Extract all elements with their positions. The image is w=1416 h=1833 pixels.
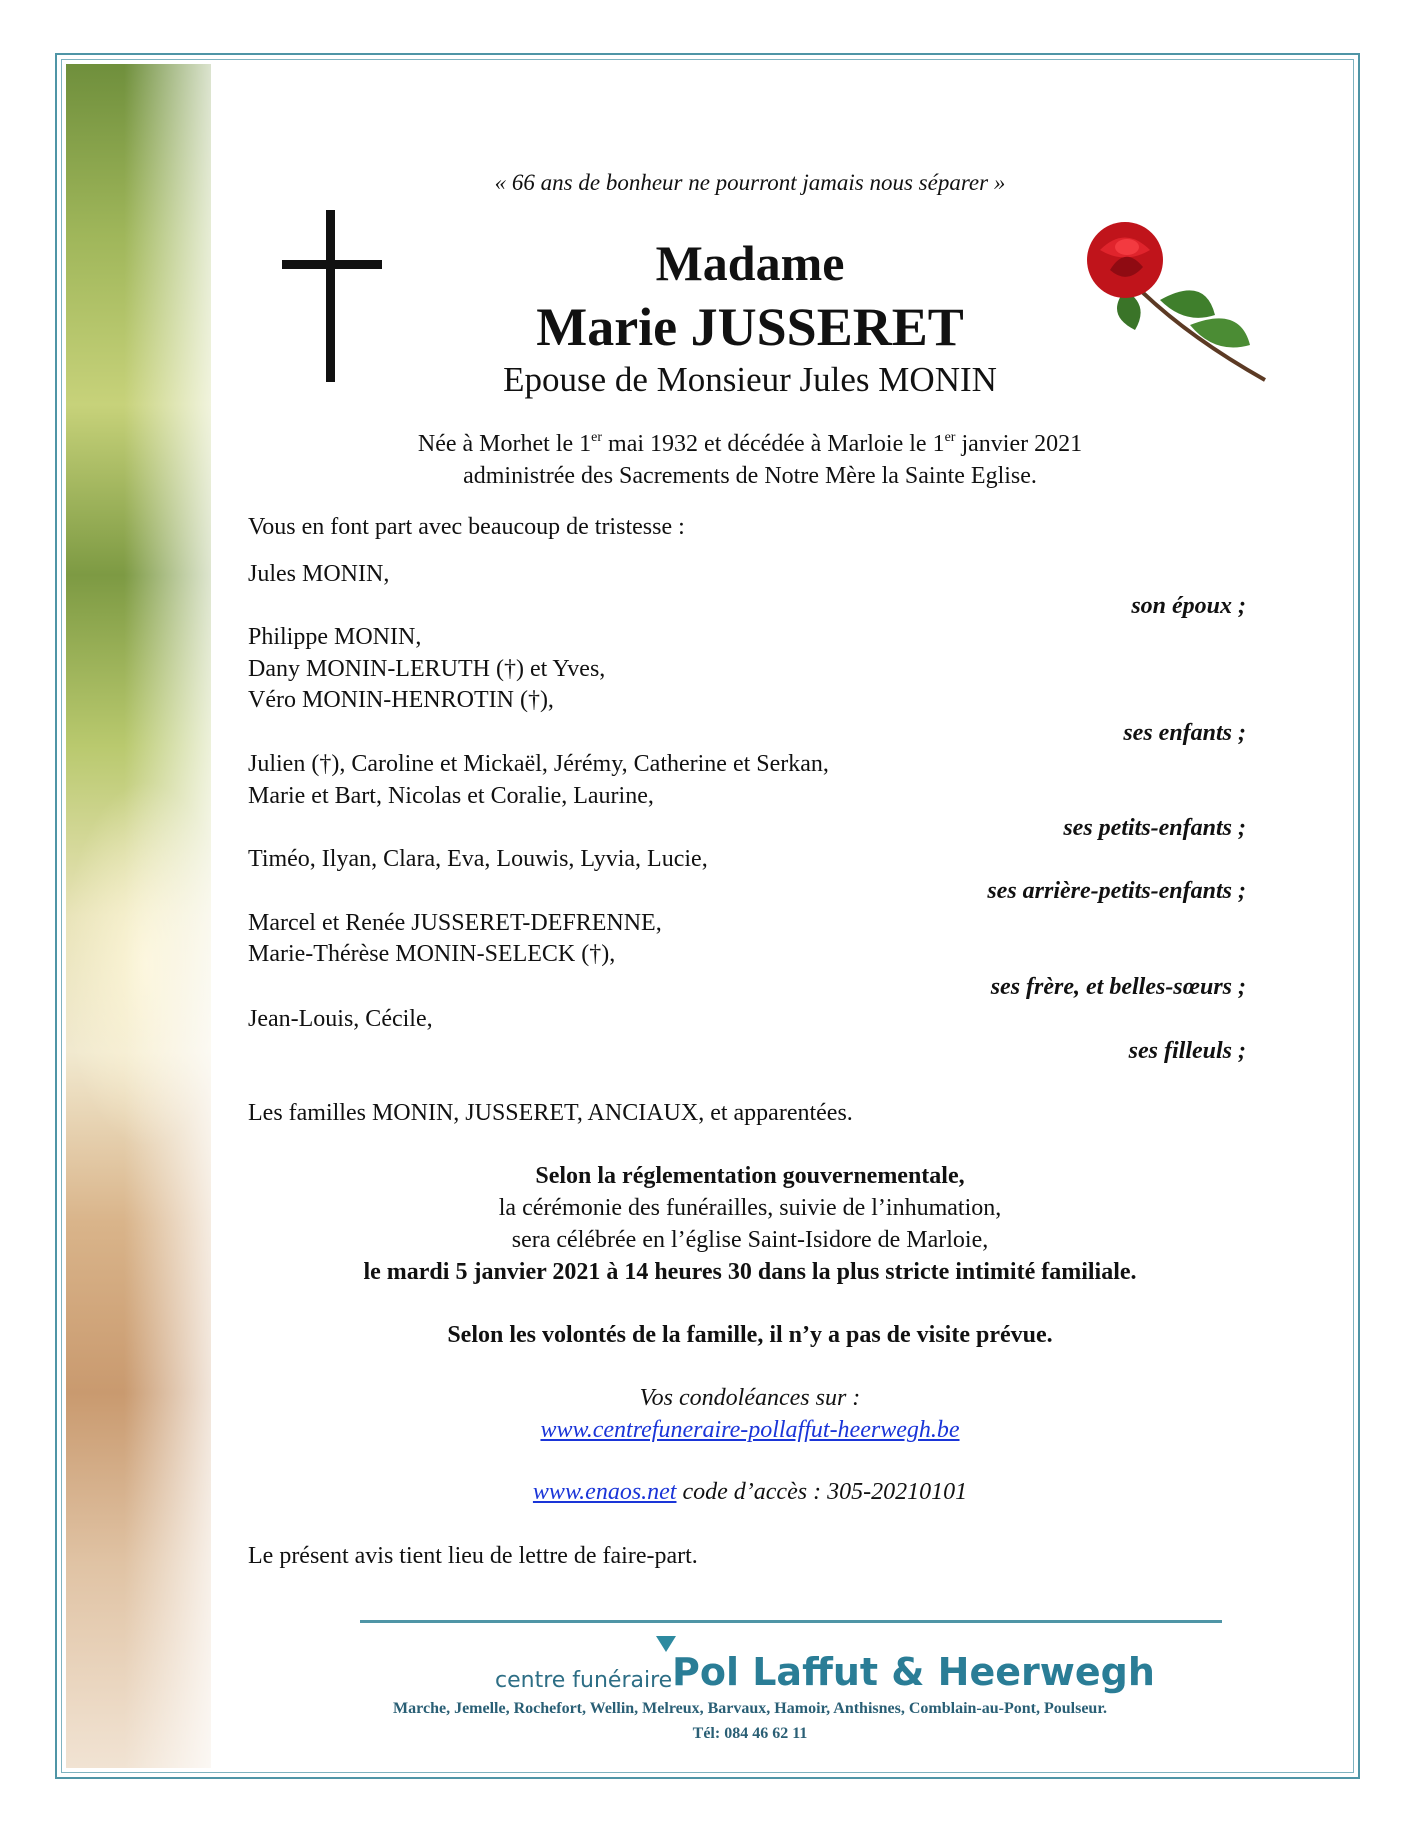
title-honorific: Madame bbox=[655, 235, 845, 291]
memorial-quote: « 66 ans de bonheur ne pourront jamais nous séparer » bbox=[494, 170, 1006, 195]
funeral-home-name: Pol Laffut & Heerwegh bbox=[672, 1650, 1155, 1694]
list-item: Marcel et Renée JUSSERET-DEFRENNE, bbox=[248, 910, 662, 936]
ceremony-line: la cérémonie des funérailles, suivie de l’inhumation, bbox=[498, 1195, 1002, 1221]
deceased-name: Marie JUSSERET bbox=[536, 297, 964, 357]
list-item: Timéo, Ilyan, Clara, Eva, Louwis, Lyvia, Lucie, bbox=[248, 846, 708, 872]
footer-divider bbox=[360, 1620, 1222, 1623]
birth-death-line: Née à Morhet le 1er mai 1932 et décédée à Marloie le 1er janvier 2021 bbox=[417, 430, 1083, 457]
list-item: Marie-Thérèse MONIN-SELECK (†), bbox=[248, 941, 616, 967]
forest-path-photo bbox=[66, 64, 211, 1768]
list-item: Dany MONIN-LERUTH (†) et Yves, bbox=[248, 656, 606, 682]
list-item: Véro MONIN-HENROTIN (†), bbox=[248, 687, 554, 713]
enaos-link[interactable]: www.enaos.net bbox=[532, 1479, 677, 1505]
access-line bbox=[200, 1479, 1300, 1506]
list-item: Jules MONIN, bbox=[248, 561, 390, 587]
cross-icon-bar bbox=[282, 260, 382, 269]
role-label: ses arrière-petits-enfants ; bbox=[987, 878, 1246, 904]
visit-note: Selon les volontés de la famille, il n’y a pas de visite prévue. bbox=[447, 1322, 1053, 1348]
list-item: Philippe MONIN, bbox=[248, 624, 422, 650]
list-item: Julien (†), Caroline et Mickaël, Jérémy, Catherine et Serkan, bbox=[248, 751, 829, 777]
role-label: ses frère, et belles-sœurs ; bbox=[990, 974, 1246, 1000]
ceremony-date: le mardi 5 janvier 2021 à 14 heures 30 dans la plus stricte intimité familiale. bbox=[363, 1259, 1137, 1285]
condolences-link[interactable]: www.centrefuneraire-pollaffut-heerwegh.be bbox=[540, 1417, 960, 1443]
list-item: Marie et Bart, Nicolas et Coralie, Laurine, bbox=[248, 783, 654, 809]
cross-icon bbox=[326, 210, 335, 382]
condolences-label: Vos condoléances sur : bbox=[639, 1385, 861, 1411]
list-item: Jean-Louis, Cécile, bbox=[248, 1006, 433, 1032]
role-label: ses enfants ; bbox=[1123, 720, 1246, 746]
funeral-home-towns: Marche, Jemelle, Rochefort, Wellin, Melreux, Barvaux, Hamoir, Anthisnes, Comblain-au-Pont, Poulseur. bbox=[393, 1700, 1107, 1717]
role-label: ses petits-enfants ; bbox=[1063, 815, 1246, 841]
intro-line: Vous en font part avec beaucoup de tristesse : bbox=[248, 514, 685, 540]
spouse-line: Epouse de Monsieur Jules MONIN bbox=[503, 360, 997, 399]
sacraments-line: administrée des Sacrements de Notre Mère la Sainte Eglise. bbox=[463, 463, 1037, 489]
families-line: Les familles MONIN, JUSSERET, ANCIAUX, et apparentées. bbox=[248, 1100, 853, 1126]
role-label: son époux ; bbox=[1131, 593, 1246, 619]
role-label: ses filleuls ; bbox=[1128, 1038, 1246, 1064]
closing-line: Le présent avis tient lieu de lettre de faire-part. bbox=[248, 1543, 698, 1569]
access-code: code d’accès : 305-20210101 bbox=[676, 1479, 968, 1505]
funeral-home-label: centre funéraire bbox=[495, 1668, 673, 1693]
ceremony-heading: Selon la réglementation gouvernementale, bbox=[535, 1163, 965, 1189]
red-rose-image bbox=[1065, 205, 1285, 390]
ceremony-line: sera célébrée en l’église Saint-Isidore de Marloie, bbox=[511, 1227, 989, 1253]
funeral-home-phone: Tél: 084 46 62 11 bbox=[692, 1725, 808, 1742]
condolences-link-wrap bbox=[200, 1417, 1300, 1444]
